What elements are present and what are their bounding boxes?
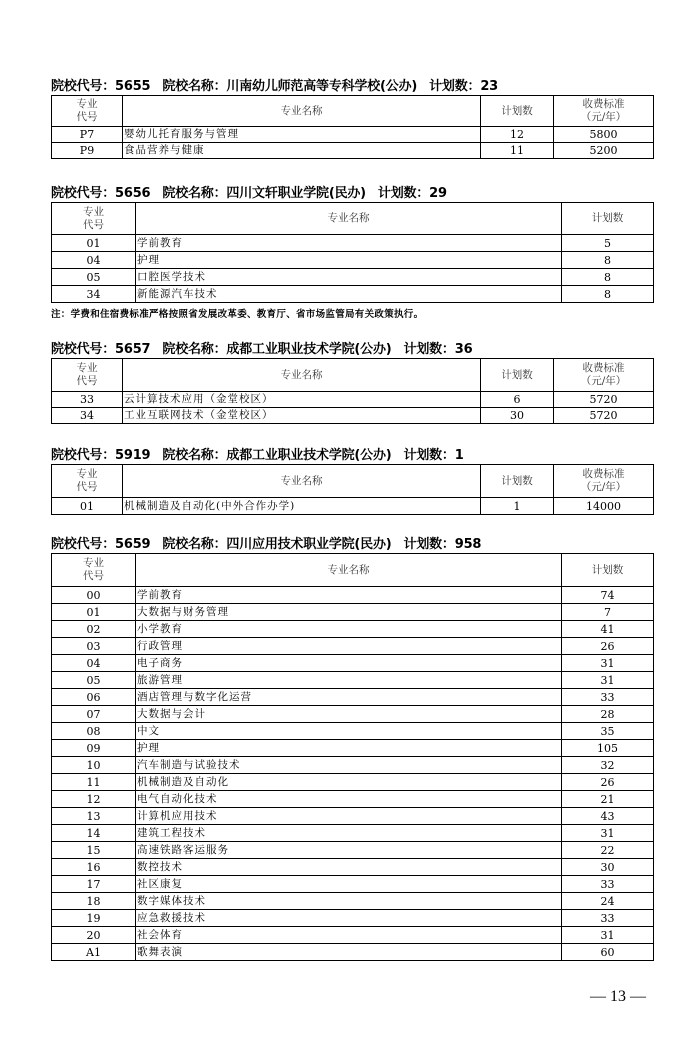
school-block [51, 342, 653, 424]
header-label-line: 代号 [83, 218, 104, 231]
header-label-line: 专业 [76, 98, 98, 110]
major-name: 歌舞表演 [136, 944, 562, 961]
major-name: 婴幼儿托育服务与管理 [123, 127, 481, 143]
major-name: 高速铁路客运服务 [136, 842, 562, 859]
plan-count: 33 [562, 910, 654, 927]
plan-count: 33 [562, 876, 654, 893]
major-name: 数字媒体技术 [136, 893, 562, 910]
plan-count: 26 [562, 774, 654, 791]
table-row [52, 408, 654, 424]
school-plan: 23 [480, 79, 499, 94]
major-name: 机械制造及自动化(中外合作办学) [123, 498, 481, 515]
plan-count: 6 [481, 392, 554, 408]
plan-count: 31 [562, 825, 654, 842]
table-header-row [52, 554, 654, 587]
header-label-line: （元/年） [580, 375, 627, 387]
major-name: 建筑工程技术 [136, 825, 562, 842]
major-name: 旅游管理 [136, 672, 562, 689]
col-name-header: 专业名称 [136, 203, 562, 235]
table-row [52, 927, 654, 944]
plan-count: 11 [481, 143, 554, 159]
major-code: 01 [52, 235, 136, 252]
header-label: 计划数： [403, 537, 455, 552]
major-code: 16 [52, 859, 136, 876]
school-name: 成都工业职业技术学院(公办) [226, 448, 392, 463]
major-code: 12 [52, 791, 136, 808]
plan-count: 33 [562, 689, 654, 706]
table-header-row [52, 359, 654, 392]
major-name: 电子商务 [136, 655, 562, 672]
header-label-line: 收费标准 [582, 98, 625, 110]
header-label-line: 代号 [76, 375, 98, 387]
major-code: 02 [52, 621, 136, 638]
header-label-line: 收费标准 [582, 468, 625, 480]
table-row [52, 791, 654, 808]
plan-count: 31 [562, 672, 654, 689]
major-name: 酒店管理与数字化运营 [136, 689, 562, 706]
table-header-row [52, 203, 654, 235]
col-name-header: 专业名称 [136, 554, 562, 587]
header-label-line: 代号 [76, 111, 98, 123]
table-row [52, 944, 654, 961]
header-label: 计划数： [403, 448, 455, 463]
major-code: 05 [52, 269, 136, 286]
table-row [52, 604, 654, 621]
major-code: 19 [52, 910, 136, 927]
plan-count: 105 [562, 740, 654, 757]
plan-count: 41 [562, 621, 654, 638]
major-name: 护理 [136, 252, 562, 269]
table-row [52, 655, 654, 672]
major-name: 机械制造及自动化 [136, 774, 562, 791]
school-name: 四川应用技术职业学院(民办) [226, 537, 392, 552]
header-label-line: 专业 [83, 205, 104, 218]
major-name: 电气自动化技术 [136, 791, 562, 808]
col-fee-header [554, 96, 654, 127]
plan-count: 5 [562, 235, 654, 252]
header-label: 院校名称： [162, 537, 227, 552]
table-row [52, 392, 654, 408]
header-label-line: 代号 [76, 481, 98, 493]
plan-count: 28 [562, 706, 654, 723]
school-name: 成都工业职业技术学院(公办) [226, 342, 392, 357]
header-label: 院校代号： [51, 79, 116, 94]
table-row [52, 893, 654, 910]
major-code: 05 [52, 672, 136, 689]
header-label: 院校名称： [162, 79, 227, 94]
table-row [52, 689, 654, 706]
header-label-line: 专业 [76, 362, 98, 374]
major-name: 大数据与会计 [136, 706, 562, 723]
table-header-row [52, 96, 654, 127]
plan-count: 31 [562, 927, 654, 944]
table-row [52, 269, 654, 286]
header-label: 计划数： [429, 79, 481, 94]
major-code: 01 [52, 604, 136, 621]
school-header [51, 537, 653, 553]
fee: 5720 [554, 392, 654, 408]
major-name: 学前教育 [136, 587, 562, 604]
major-name: 新能源汽车技术 [136, 286, 562, 303]
school-block [51, 79, 653, 159]
plan-count: 12 [481, 127, 554, 143]
header-label: 院校代号： [51, 186, 116, 201]
table-row [52, 498, 654, 515]
major-name: 计算机应用技术 [136, 808, 562, 825]
plan-count: 60 [562, 944, 654, 961]
plan-count: 32 [562, 757, 654, 774]
major-name: 大数据与财务管理 [136, 604, 562, 621]
col-code-header [52, 554, 136, 587]
major-code: 14 [52, 825, 136, 842]
major-code: 07 [52, 706, 136, 723]
major-name: 社区康复 [136, 876, 562, 893]
school-plan: 29 [429, 186, 447, 201]
plan-count: 1 [481, 498, 554, 515]
col-name-header: 专业名称 [123, 465, 481, 498]
major-code: 20 [52, 927, 136, 944]
school-plan: 1 [454, 448, 464, 463]
school-block [51, 537, 653, 961]
school-code: 5659 [115, 537, 151, 552]
header-label: 院校代号： [51, 342, 116, 357]
major-code: 34 [52, 286, 136, 303]
fee: 5720 [554, 408, 654, 424]
header-label-line: 收费标准 [582, 362, 625, 374]
major-code: 10 [52, 757, 136, 774]
major-code: 34 [52, 408, 123, 424]
plan-count: 22 [562, 842, 654, 859]
table-row [52, 757, 654, 774]
table-row [52, 235, 654, 252]
major-table [51, 358, 654, 424]
major-code: 08 [52, 723, 136, 740]
major-code: 06 [52, 689, 136, 706]
major-code: P9 [52, 143, 123, 159]
col-plan-header: 计划数 [562, 554, 654, 587]
col-name-header: 专业名称 [123, 359, 481, 392]
table-row [52, 910, 654, 927]
school-name: 川南幼儿师范高等专科学校(公办) [226, 79, 418, 94]
major-name: 数控技术 [136, 859, 562, 876]
school-block [51, 448, 653, 515]
major-code: 00 [52, 587, 136, 604]
table-row [52, 842, 654, 859]
school-plan: 958 [454, 537, 482, 552]
major-code: 33 [52, 392, 123, 408]
table-row [52, 672, 654, 689]
plan-count: 8 [562, 286, 654, 303]
major-name: 中文 [136, 723, 562, 740]
school-header [51, 342, 653, 358]
major-code: 09 [52, 740, 136, 757]
col-plan-header: 计划数 [481, 359, 554, 392]
plan-count: 8 [562, 269, 654, 286]
col-plan-header: 计划数 [481, 465, 554, 498]
header-label-line: 专业 [83, 557, 104, 569]
major-name: 护理 [136, 740, 562, 757]
school-plan: 36 [454, 342, 473, 357]
school-code: 5919 [115, 448, 151, 463]
school-block [51, 186, 653, 303]
table-row [52, 825, 654, 842]
school-header [51, 186, 653, 202]
col-code-header [52, 203, 136, 235]
major-name: 汽车制造与试验技术 [136, 757, 562, 774]
header-label: 院校代号： [51, 537, 116, 552]
major-code: 03 [52, 638, 136, 655]
plan-count: 24 [562, 893, 654, 910]
school-code: 5655 [115, 79, 151, 94]
plan-count: 7 [562, 604, 654, 621]
table-row [52, 621, 654, 638]
major-name: 工业互联网技术（金堂校区） [123, 408, 481, 424]
major-code: 04 [52, 655, 136, 672]
major-code: 18 [52, 893, 136, 910]
major-table [51, 95, 654, 159]
table-row [52, 859, 654, 876]
major-name: 社会体育 [136, 927, 562, 944]
header-label-line: 代号 [83, 570, 104, 582]
table-row [52, 587, 654, 604]
major-code: 01 [52, 498, 123, 515]
table-row [52, 127, 654, 143]
header-label: 计划数： [403, 342, 455, 357]
table-row [52, 706, 654, 723]
plan-count: 30 [562, 859, 654, 876]
plan-count: 43 [562, 808, 654, 825]
header-label: 院校名称： [162, 186, 227, 201]
major-table [51, 202, 654, 303]
plan-count: 74 [562, 587, 654, 604]
header-label: 计划数： [377, 186, 430, 201]
table-row [52, 876, 654, 893]
header-label: 院校名称： [162, 342, 227, 357]
col-plan-header: 计划数 [481, 96, 554, 127]
major-code: 15 [52, 842, 136, 859]
plan-count: 31 [562, 655, 654, 672]
major-code: A1 [52, 944, 136, 961]
plan-count: 30 [481, 408, 554, 424]
school-name: 四川文轩职业学院(民办) [226, 186, 366, 201]
major-name: 应急救援技术 [136, 910, 562, 927]
school-code: 5657 [115, 342, 151, 357]
major-code: 17 [52, 876, 136, 893]
col-code-header [52, 359, 123, 392]
header-label-line: （元/年） [580, 481, 627, 493]
major-name: 行政管理 [136, 638, 562, 655]
table-row [52, 808, 654, 825]
col-plan-header: 计划数 [562, 203, 654, 235]
school-header [51, 79, 653, 95]
header-label-line: （元/年） [580, 111, 627, 123]
major-code: 04 [52, 252, 136, 269]
plan-count: 8 [562, 252, 654, 269]
col-name-header: 专业名称 [123, 96, 481, 127]
school-header [51, 448, 653, 464]
major-name: 小学教育 [136, 621, 562, 638]
header-label: 院校名称： [162, 448, 227, 463]
col-fee-header [554, 359, 654, 392]
col-code-header [52, 96, 123, 127]
header-label: 院校代号： [51, 448, 116, 463]
major-name: 食品营养与健康 [123, 143, 481, 159]
plan-count: 35 [562, 723, 654, 740]
table-header-row [52, 465, 654, 498]
table-row [52, 286, 654, 303]
header-label-line: 专业 [76, 468, 98, 480]
fee: 14000 [554, 498, 654, 515]
fee-policy-note: 注：学费和住宿费标准严格按照省发展改革委、教育厅、省市场监管局有关政策执行。 [51, 309, 424, 320]
major-code: 13 [52, 808, 136, 825]
fee: 5800 [554, 127, 654, 143]
table-row [52, 143, 654, 159]
plan-count: 26 [562, 638, 654, 655]
col-code-header [52, 465, 123, 498]
table-row [52, 723, 654, 740]
table-row [52, 774, 654, 791]
major-table [51, 464, 654, 515]
plan-count: 21 [562, 791, 654, 808]
table-row [52, 252, 654, 269]
page-number: — 13 — [590, 988, 646, 1005]
major-table [51, 553, 654, 961]
major-name: 学前教育 [136, 235, 562, 252]
col-fee-header [554, 465, 654, 498]
major-name: 口腔医学技术 [136, 269, 562, 286]
fee: 5200 [554, 143, 654, 159]
major-name: 云计算技术应用（金堂校区） [123, 392, 481, 408]
table-row [52, 740, 654, 757]
major-code: P7 [52, 127, 123, 143]
school-code: 5656 [115, 186, 151, 201]
table-row [52, 638, 654, 655]
major-code: 11 [52, 774, 136, 791]
